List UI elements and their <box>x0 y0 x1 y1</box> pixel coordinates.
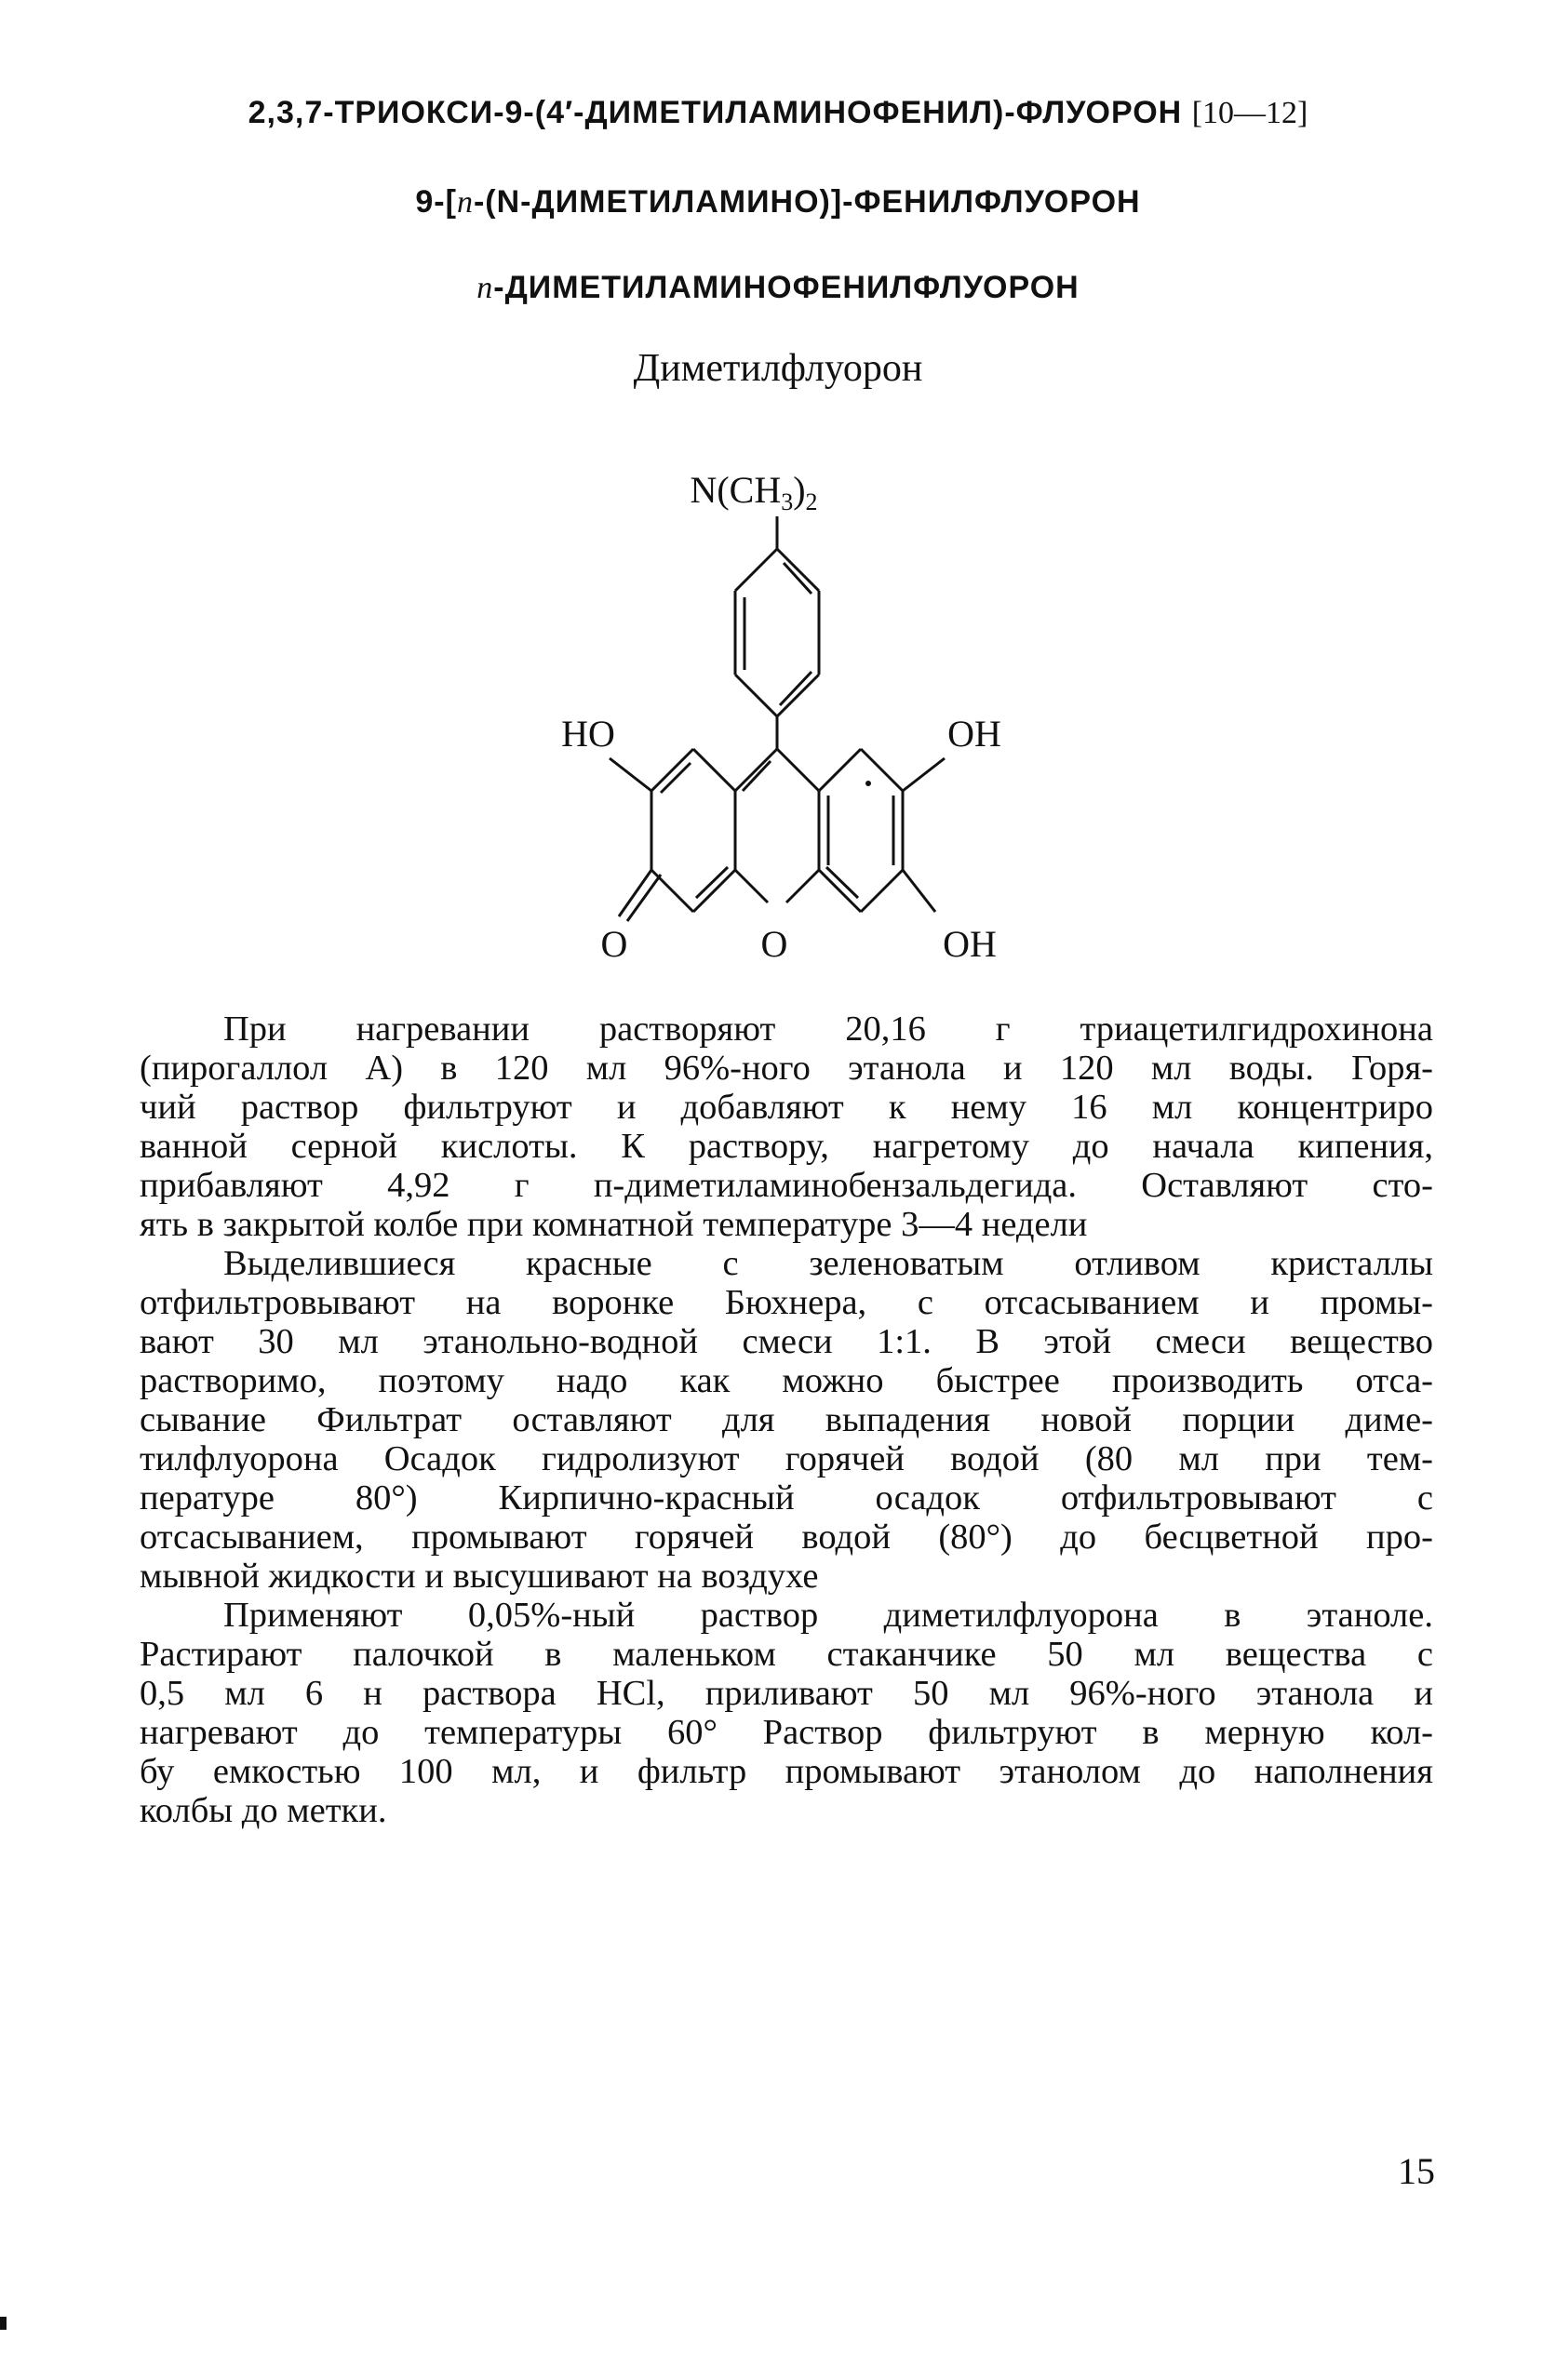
text-line: Применяют 0,05%-ный раствор диметилфлуорона в этаноле. <box>223 1596 1433 1635</box>
text-line: При нагревании растворяют 20,16 г триацетилгидрохинона <box>223 1009 1433 1049</box>
text-line: отфильтровывают на воронке Бюхнера, с отсасыванием и промы- <box>140 1283 1433 1322</box>
text-line: чий раствор фильтруют и добавляют к нему 16 мл концентриро <box>140 1088 1433 1127</box>
paragraph-application <box>140 1596 1433 1830</box>
radical-dot <box>865 781 871 786</box>
text-line: Растирают палочкой в маленьком стаканчике 50 мл вещества с <box>140 1635 1433 1674</box>
reference-numbers: [10—12] <box>1191 96 1308 130</box>
title-rest: -(N-ДИМЕТИЛАМИНО)]-ФЕНИЛФЛУОРОН <box>473 184 1141 220</box>
bond-lines <box>610 516 945 921</box>
text-line: мывной жидкости и высушивают на воздухе <box>140 1557 819 1596</box>
compound-common-name: Диметилфлуорон <box>633 347 923 390</box>
text-line: сывание Фильтрат оставляют для выпадения новой порции диме- <box>140 1400 1433 1439</box>
compound-title-systematic <box>0 95 1556 131</box>
text-line: пературе 80°) Кирпично-красный осадок отфильтровывают с <box>140 1478 1433 1518</box>
text-line: прибавляют 4,92 г п-диметиламинобензальдегида. Оставляют сто- <box>140 1166 1433 1205</box>
text-line: вают 30 мл этанольно-водной смеси 1:1. В этой смеси вещество <box>140 1322 1433 1361</box>
ring-oxygen-label: O <box>760 923 788 965</box>
text-line: растворимо, поэтому надо как можно быстрее производить отса- <box>140 1361 1433 1400</box>
title-text: 2,3,7-ТРИОКСИ-9-(4′-ДИМЕТИЛАМИНОФЕНИЛ)-ФЛУОРОН <box>248 95 1183 130</box>
text-line: нагревают до температуры 60° Раствор фильтруют в мерную кол- <box>140 1713 1433 1752</box>
text-line: 0,5 мл 6 н раствора HCl, приливают 50 мл 96%-ного этанола и <box>140 1674 1433 1713</box>
text-line: (пирогаллол А) в 120 мл 96%-ного этанола и 120 мл воды. Горя- <box>140 1049 1433 1088</box>
hydroxyl-right-top-label: OH <box>947 713 1001 755</box>
dimethylamino-label: $N(CH_3)_2$ <box>690 469 818 515</box>
title-rest: -ДИМЕТИЛАМИНОФЕНИЛФЛУОРОН <box>493 270 1080 305</box>
paragraph-filtration <box>140 1244 1433 1596</box>
title-italic: n <box>476 271 494 305</box>
hydroxyl-right-bottom-label: OH <box>943 923 997 965</box>
text-line: ять в закрытой колбе при комнатной температуре 3—4 недели <box>140 1205 1088 1244</box>
hydroxyl-left-label: HO <box>561 713 615 755</box>
text-line: тилфлуорона Осадок гидролизуют горячей водой (80 мл при тем- <box>140 1439 1433 1478</box>
compound-title-alt-1 <box>0 184 1556 221</box>
text-line: бу емкостью 100 мл, и фильтр промывают этанолом до наполнения <box>140 1752 1433 1791</box>
paragraph-synthesis <box>140 1009 1433 1244</box>
keto-oxygen-label: O <box>600 923 628 965</box>
title-prefix: 9-[ <box>415 184 457 220</box>
compound-title-alt-2 <box>0 270 1556 306</box>
text-line: колбы до метки. <box>140 1791 387 1830</box>
text-line: Выделившиеся красные с зеленоватым отливом кристаллы <box>223 1244 1433 1283</box>
scan-edge-mark <box>0 2317 7 2330</box>
structural-formula-diagram <box>521 437 1042 977</box>
page-number: 15 <box>1398 2150 1435 2192</box>
text-line: отсасыванием, промывают горячей водой (80°) до бесцветной про- <box>140 1518 1433 1557</box>
text-line: ванной серной кислоты. К раствору, нагретому до начала кипения, <box>140 1127 1433 1166</box>
title-italic: n <box>456 185 474 220</box>
